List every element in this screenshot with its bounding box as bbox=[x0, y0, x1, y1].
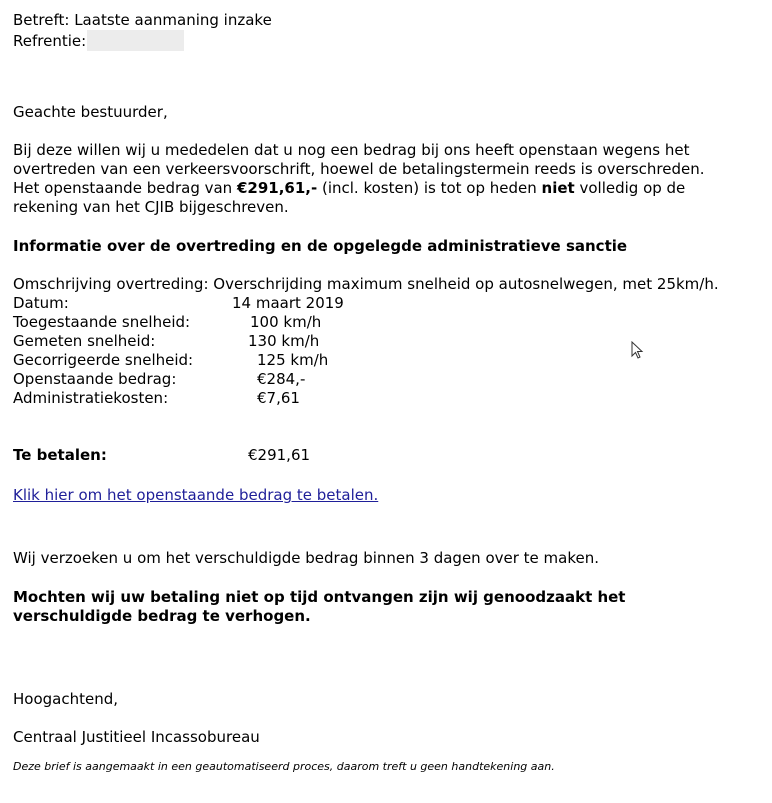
intro-amount: €291,61,- bbox=[236, 179, 318, 197]
redacted-reference bbox=[87, 30, 184, 51]
warning-line-2: verschuldigde bedrag te verhogen. bbox=[13, 607, 311, 625]
intro-line-3-end: volledig op de bbox=[574, 179, 686, 197]
closing: Hoogachtend, bbox=[13, 690, 119, 708]
detail-row-corrected-speed bbox=[13, 351, 768, 370]
detail-label: Datum: bbox=[13, 294, 69, 312]
detail-row-outstanding-amount bbox=[13, 370, 768, 389]
detail-label: Openstaande bedrag: bbox=[13, 370, 177, 388]
intro-line-2: overtreden van een verkeersvoorschrift, hoewel de betalingstermein reeds is overschreden. bbox=[13, 160, 705, 178]
detail-label: Toegestaande snelheid: bbox=[13, 313, 191, 331]
total-label: Te betalen: bbox=[13, 446, 107, 464]
details-block bbox=[13, 275, 768, 408]
intro-line-3 bbox=[13, 179, 768, 198]
intro-line-4: rekening van het CJIB bijgeschreven. bbox=[13, 198, 289, 216]
mouse-pointer-icon bbox=[631, 341, 645, 361]
subject-label: Betreft: bbox=[13, 11, 70, 29]
description-value: Overschrijding maximum snelheid op autosnelwegen, met 25km/h. bbox=[213, 275, 719, 293]
automated-notice: Deze brief is aangemaakt in een geautomatiseerd proces, daarom treft u geen handtekening aan. bbox=[13, 760, 555, 773]
intro-line-3-start: Het openstaande bedrag van bbox=[13, 179, 237, 197]
detail-label: Administratiekosten: bbox=[13, 389, 169, 407]
intro-not: niet bbox=[541, 179, 575, 197]
salutation: Geachte bestuurder, bbox=[13, 103, 168, 121]
payment-request: Wij verzoeken u om het verschuldigde bedrag binnen 3 dagen over te maken. bbox=[13, 549, 600, 567]
detail-label: Gecorrigeerde snelheid: bbox=[13, 351, 194, 369]
intro-paragraph bbox=[13, 141, 768, 217]
pay-link-row bbox=[13, 486, 768, 505]
detail-row-admin-costs bbox=[13, 389, 768, 408]
subject-value: Laatste aanmaning inzake bbox=[74, 11, 272, 29]
detail-row-measured-speed bbox=[13, 332, 768, 351]
intro-line-1: Bij deze willen wij u mededelen dat u nog een bedrag bij ons heeft openstaan wegens het bbox=[13, 141, 690, 159]
letter-body bbox=[13, 11, 768, 774]
detail-value: €7,61 bbox=[257, 389, 300, 407]
detail-value: 100 km/h bbox=[250, 313, 322, 331]
description-label: Omschrijving overtreding: bbox=[13, 275, 209, 293]
reference-label: Refrentie: bbox=[13, 32, 87, 50]
warning-line-1: Mochten wij uw betaling niet op tijd ontvangen zijn wij genoodzaakt het bbox=[13, 588, 626, 606]
detail-value: 125 km/h bbox=[257, 351, 329, 369]
detail-value: €284,- bbox=[257, 370, 306, 388]
section-title: Informatie over de overtreding en de opgelegde administratieve sanctie bbox=[13, 237, 628, 255]
detail-label: Gemeten snelheid: bbox=[13, 332, 156, 350]
description-row bbox=[13, 275, 768, 294]
detail-row-allowed-speed bbox=[13, 313, 768, 332]
reference-line bbox=[13, 30, 768, 51]
detail-row-date bbox=[13, 294, 768, 313]
total-value: €291,61 bbox=[248, 446, 311, 464]
warning-paragraph bbox=[13, 588, 768, 626]
detail-value: 14 maart 2019 bbox=[232, 294, 344, 312]
detail-value: 130 km/h bbox=[248, 332, 320, 350]
intro-line-3-middle: (incl. kosten) is tot op heden bbox=[317, 179, 542, 197]
sender-name: Centraal Justitieel Incassobureau bbox=[13, 728, 260, 746]
total-row bbox=[13, 446, 768, 465]
pay-link[interactable]: Klik hier om het openstaande bedrag te betalen. bbox=[13, 486, 379, 504]
subject-line bbox=[13, 11, 768, 30]
